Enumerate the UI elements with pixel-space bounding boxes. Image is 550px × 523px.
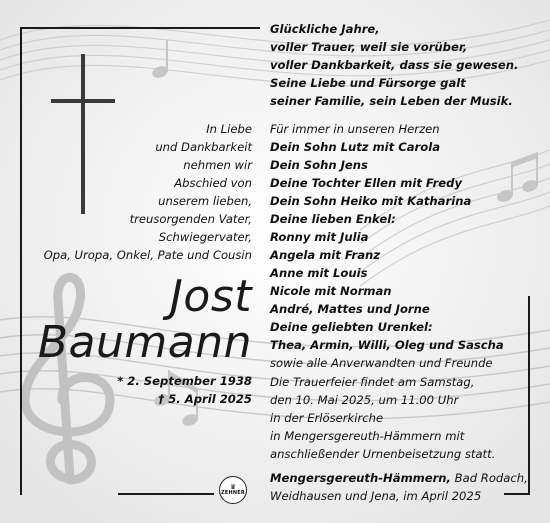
mourner-line: André, Mattes und Jorne xyxy=(270,302,430,316)
funeral-line: in der Erlöserkirche xyxy=(270,411,384,425)
mourner-line: Ronny mit Julia xyxy=(270,230,369,244)
mourner-line: Für immer in unseren Herzen xyxy=(270,122,440,136)
intro-line: treusorgenden Vater, xyxy=(129,212,252,226)
intro-line: und Dankbarkeit xyxy=(155,140,252,154)
closing-place-bold: Mengersgereuth-Hämmern, xyxy=(270,471,451,485)
funeral-line: anschließender Urnenbeisetzung statt. xyxy=(270,447,496,461)
death-date: † 5. April 2025 xyxy=(158,392,252,406)
frame-right xyxy=(528,296,530,495)
intro-line: In Liebe xyxy=(206,122,252,136)
mourner-line: Dein Sohn Jens xyxy=(270,158,368,172)
closing-line-1 xyxy=(270,469,528,487)
funeral-home-logo xyxy=(219,476,247,504)
mourner-line: Thea, Armin, Willi, Oleg und Sascha xyxy=(270,338,504,352)
mourner-line: Dein Sohn Lutz mit Carola xyxy=(270,140,441,154)
mourner-line: Dein Sohn Heiko mit Katharina xyxy=(270,194,472,208)
mourner-line: sowie alle Anverwandten und Freunde xyxy=(270,356,493,370)
poem-line: Seine Liebe und Fürsorge galt xyxy=(270,76,466,90)
poem-line: voller Dankbarkeit, dass sie gewesen. xyxy=(270,58,519,72)
poem-line: voller Trauer, weil sie vorüber, xyxy=(270,40,468,54)
mourner-line: Anne mit Louis xyxy=(270,266,368,280)
mourner-line: Deine geliebten Urenkel: xyxy=(270,320,433,334)
funeral-line: den 10. Mai 2025, um 11.00 Uhr xyxy=(270,393,459,407)
crown-icon: ♛ xyxy=(229,483,237,491)
logo-text: ZEHNER xyxy=(221,490,245,496)
deceased-first-name: Jost xyxy=(169,271,252,322)
mourner-line: Deine Tochter Ellen mit Fredy xyxy=(270,176,463,190)
frame-top-left xyxy=(20,27,260,29)
birth-date: * 2. September 1938 xyxy=(117,374,252,388)
mourner-line: Angela mit Franz xyxy=(270,248,381,262)
poem-line: Glückliche Jahre, xyxy=(270,22,380,36)
funeral-line: Die Trauerfeier findet am Samstag, xyxy=(270,375,475,389)
closing-place-rest: Bad Rodach, xyxy=(450,471,528,485)
mourner-line: Deine lieben Enkel: xyxy=(270,212,396,226)
intro-line: nehmen wir xyxy=(183,158,252,172)
frame-bottom-left xyxy=(118,493,214,495)
deceased-last-name: Baumann xyxy=(37,317,252,368)
poem-line: seiner Familie, sein Leben der Musik. xyxy=(270,94,513,108)
intro-line: Abschied von xyxy=(174,176,252,190)
intro-line: unserem lieben, xyxy=(158,194,252,208)
funeral-line: in Mengersgereuth-Hämmern mit xyxy=(270,429,465,443)
intro-line: Opa, Uropa, Onkel, Pate und Cousin xyxy=(43,248,252,262)
closing-line-2: Weidhausen und Jena, im April 2025 xyxy=(270,489,482,503)
frame-bottom-right xyxy=(504,493,530,495)
frame-left xyxy=(20,27,22,495)
intro-line: Schwiegervater, xyxy=(158,230,252,244)
mourner-line: Nicole mit Norman xyxy=(270,284,392,298)
